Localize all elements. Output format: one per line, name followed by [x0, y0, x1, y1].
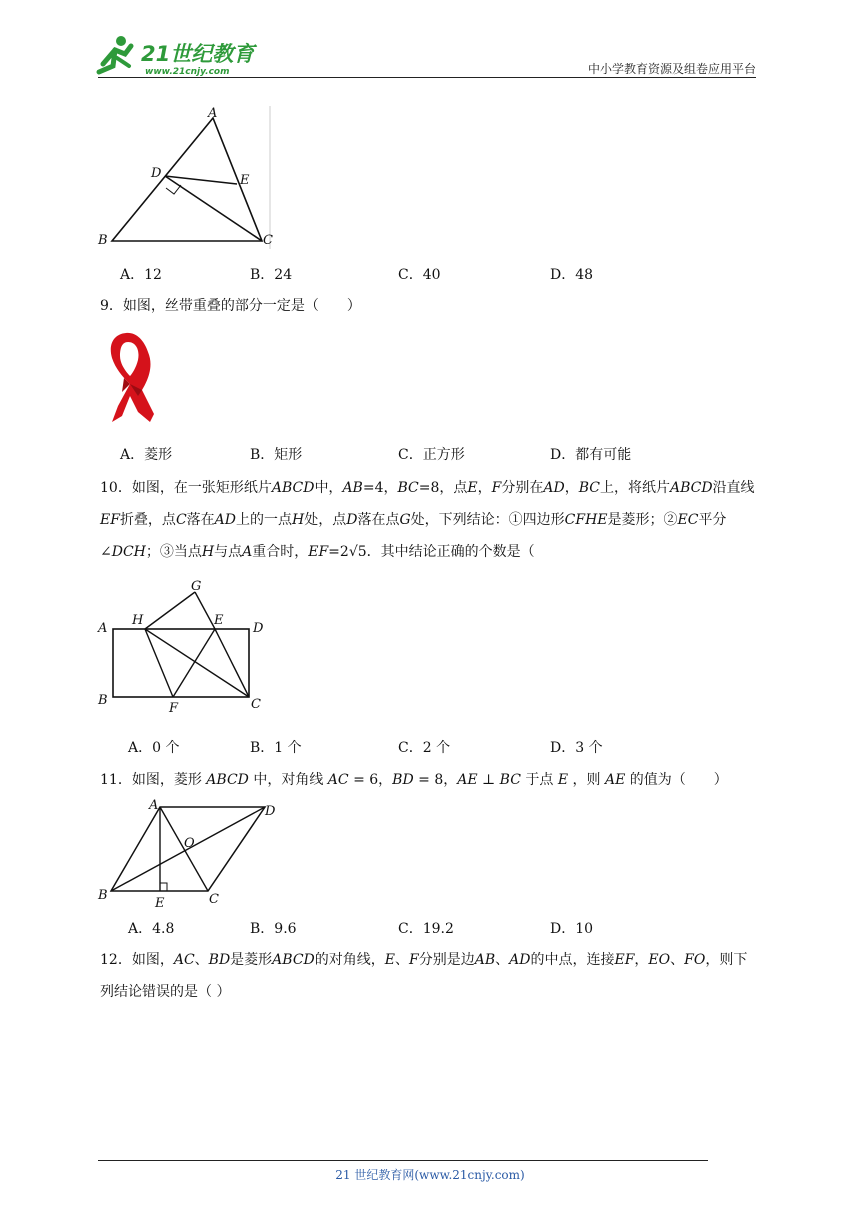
var: AE	[604, 772, 626, 788]
label-A: A	[149, 798, 159, 813]
q11-text: = 8，	[413, 772, 458, 788]
var: FO	[684, 952, 706, 968]
q12-text: 、	[395, 952, 410, 968]
q11-text: ，则	[572, 772, 601, 788]
q10-text: ，	[477, 480, 492, 496]
q12-text: 、	[495, 952, 510, 968]
var: E	[557, 772, 569, 788]
label-E: E	[155, 896, 165, 909]
q10-text: 与点	[214, 544, 243, 560]
var: G	[399, 512, 411, 528]
q8-option-b[interactable]: B．24	[250, 267, 293, 283]
q12-text: ，	[634, 952, 649, 968]
var: ABCD	[272, 952, 315, 968]
q8-option-a[interactable]: A．12	[120, 267, 162, 283]
figure-q8-triangle	[95, 104, 280, 254]
var: EF	[614, 952, 635, 968]
var: H	[201, 544, 215, 560]
var: ABCD	[271, 480, 315, 496]
figure-q9-ribbon	[100, 330, 160, 426]
var: C	[175, 512, 187, 528]
q12-text: 、	[670, 952, 685, 968]
q10-text: 中，	[314, 480, 343, 496]
label-C: C	[263, 233, 273, 248]
var: AB	[474, 952, 496, 968]
question-12	[100, 944, 760, 1008]
var: D	[346, 512, 358, 528]
var: EO	[648, 952, 671, 968]
label-B: B	[98, 233, 108, 248]
q12-text: 是菱形	[230, 952, 273, 968]
footer-divider	[98, 1160, 708, 1161]
q10-text: 折叠，点	[119, 512, 176, 528]
q10-text: 落在点	[357, 512, 400, 528]
site-logo	[95, 32, 265, 78]
label-C: C	[251, 697, 261, 712]
var: AB	[342, 480, 363, 496]
var: BC	[397, 480, 419, 496]
var: BC	[499, 772, 521, 788]
q10-text: ；③当点	[145, 544, 202, 560]
label-A: A	[98, 621, 108, 636]
question-11	[100, 764, 760, 796]
question-10	[100, 472, 760, 568]
q10-text: =8，点	[418, 480, 468, 496]
q12-text: ，则下列结论错误的是（ ）	[100, 952, 748, 1000]
q11-option-b[interactable]: B．9.6	[250, 921, 297, 937]
var: BD	[392, 772, 414, 788]
var: AD	[509, 952, 531, 968]
q10-text: 落在	[186, 512, 215, 528]
platform-title: 中小学教育资源及组卷应用平台	[587, 62, 756, 76]
q8-option-c[interactable]: C．40	[398, 267, 441, 283]
question-9	[100, 290, 760, 322]
var: E	[467, 480, 478, 496]
q12-text: 12．如图，	[100, 952, 174, 968]
var: F	[409, 952, 419, 968]
q11-text: 中，对角线	[253, 772, 324, 788]
label-D: D	[151, 166, 162, 181]
q12-text: 的对角线，	[314, 952, 385, 968]
label-G: G	[191, 579, 202, 594]
label-H: H	[132, 613, 144, 628]
q10-text: ，	[564, 480, 579, 496]
runner-icon	[99, 36, 131, 72]
q10-text: 处，下列结论：①四边形	[410, 512, 565, 528]
label-A: A	[208, 106, 218, 121]
q10-text: 上，将纸片	[599, 480, 670, 496]
var: AD	[214, 512, 236, 528]
var: F	[491, 480, 502, 496]
q11-text: = 6，	[348, 772, 393, 788]
label-D: D	[265, 804, 276, 819]
q9-text: 9．如图，丝带重叠的部分一定是（ ）	[100, 298, 361, 314]
q10-text: 沿直线	[712, 480, 755, 496]
var: ABCD	[669, 480, 713, 496]
var: AD	[543, 480, 565, 496]
q8-option-d[interactable]: D．48	[550, 267, 594, 283]
var: EF	[100, 512, 120, 528]
var: AE	[457, 772, 478, 788]
var: AC	[327, 772, 349, 788]
var: AC	[173, 952, 195, 968]
footer-text[interactable]: 21 世纪教育网(www.21cnjy.com)	[335, 1168, 525, 1182]
sqrt-5: √5	[348, 544, 367, 560]
q11-text: ⊥	[477, 772, 500, 788]
label-C: C	[209, 892, 219, 907]
q10-text: 平分∠	[100, 512, 727, 560]
q10-option-a[interactable]: A．0 个	[128, 740, 180, 756]
q10-text: 是菱形；②	[607, 512, 678, 528]
var: EF	[308, 544, 329, 560]
q12-text: 分别是边	[418, 952, 475, 968]
header-divider	[98, 77, 756, 78]
label-E: E	[240, 173, 250, 188]
q10-option-d[interactable]: D．3 个	[550, 740, 603, 756]
label-D: D	[253, 621, 264, 636]
var: BD	[208, 952, 231, 968]
q12-text: 的中点，连接	[530, 952, 615, 968]
q11-option-d[interactable]: D．10	[550, 921, 594, 937]
q10-text: =4，	[362, 480, 398, 496]
q10-option-b[interactable]: B．1 个	[250, 740, 302, 756]
label-F: F	[169, 701, 179, 716]
q10-text: 处，点	[304, 512, 347, 528]
q9-option-a[interactable]: A．菱形	[120, 447, 173, 463]
q10-text: 上的一点	[236, 512, 292, 528]
figure-q11-rhombus	[95, 797, 285, 909]
q12-text: 、	[194, 952, 209, 968]
q10-text: 10．如图，在一张矩形纸片	[100, 480, 272, 496]
logo-title: 21世纪教育	[141, 42, 255, 66]
var: H	[292, 512, 305, 528]
var: E	[384, 952, 396, 968]
q9-option-d[interactable]: D．都有可能	[550, 447, 632, 463]
q11-option-a[interactable]: A．4.8	[128, 921, 175, 937]
var: BC	[578, 480, 600, 496]
q11-option-c[interactable]: C．19.2	[398, 921, 454, 937]
q11-text: 11．如图，菱形	[100, 772, 202, 788]
label-B: B	[98, 693, 108, 708]
q11-text: 的值为（ ）	[629, 772, 728, 788]
label-E: E	[214, 613, 224, 628]
label-B: B	[98, 888, 108, 903]
q10-text: 重合时，	[252, 544, 309, 560]
var: ABCD	[206, 772, 249, 788]
var: A	[242, 544, 253, 560]
var: EC	[677, 512, 699, 528]
var: DCH	[111, 544, 146, 560]
var: CFHE	[564, 512, 608, 528]
figure-q10-rectangle	[95, 578, 270, 716]
q9-option-c[interactable]: C．正方形	[398, 447, 465, 463]
q10-text: 分别在	[501, 480, 544, 496]
q9-option-b[interactable]: B．矩形	[250, 447, 303, 463]
logo-url: www.21cnjy.com	[145, 67, 230, 77]
q10-text: ．其中结论正确的个数是（	[366, 544, 535, 560]
q10-option-c[interactable]: C．2 个	[398, 740, 451, 756]
label-O: O	[184, 836, 195, 851]
q10-text: =2	[328, 544, 349, 560]
q11-text: 于点	[525, 772, 554, 788]
